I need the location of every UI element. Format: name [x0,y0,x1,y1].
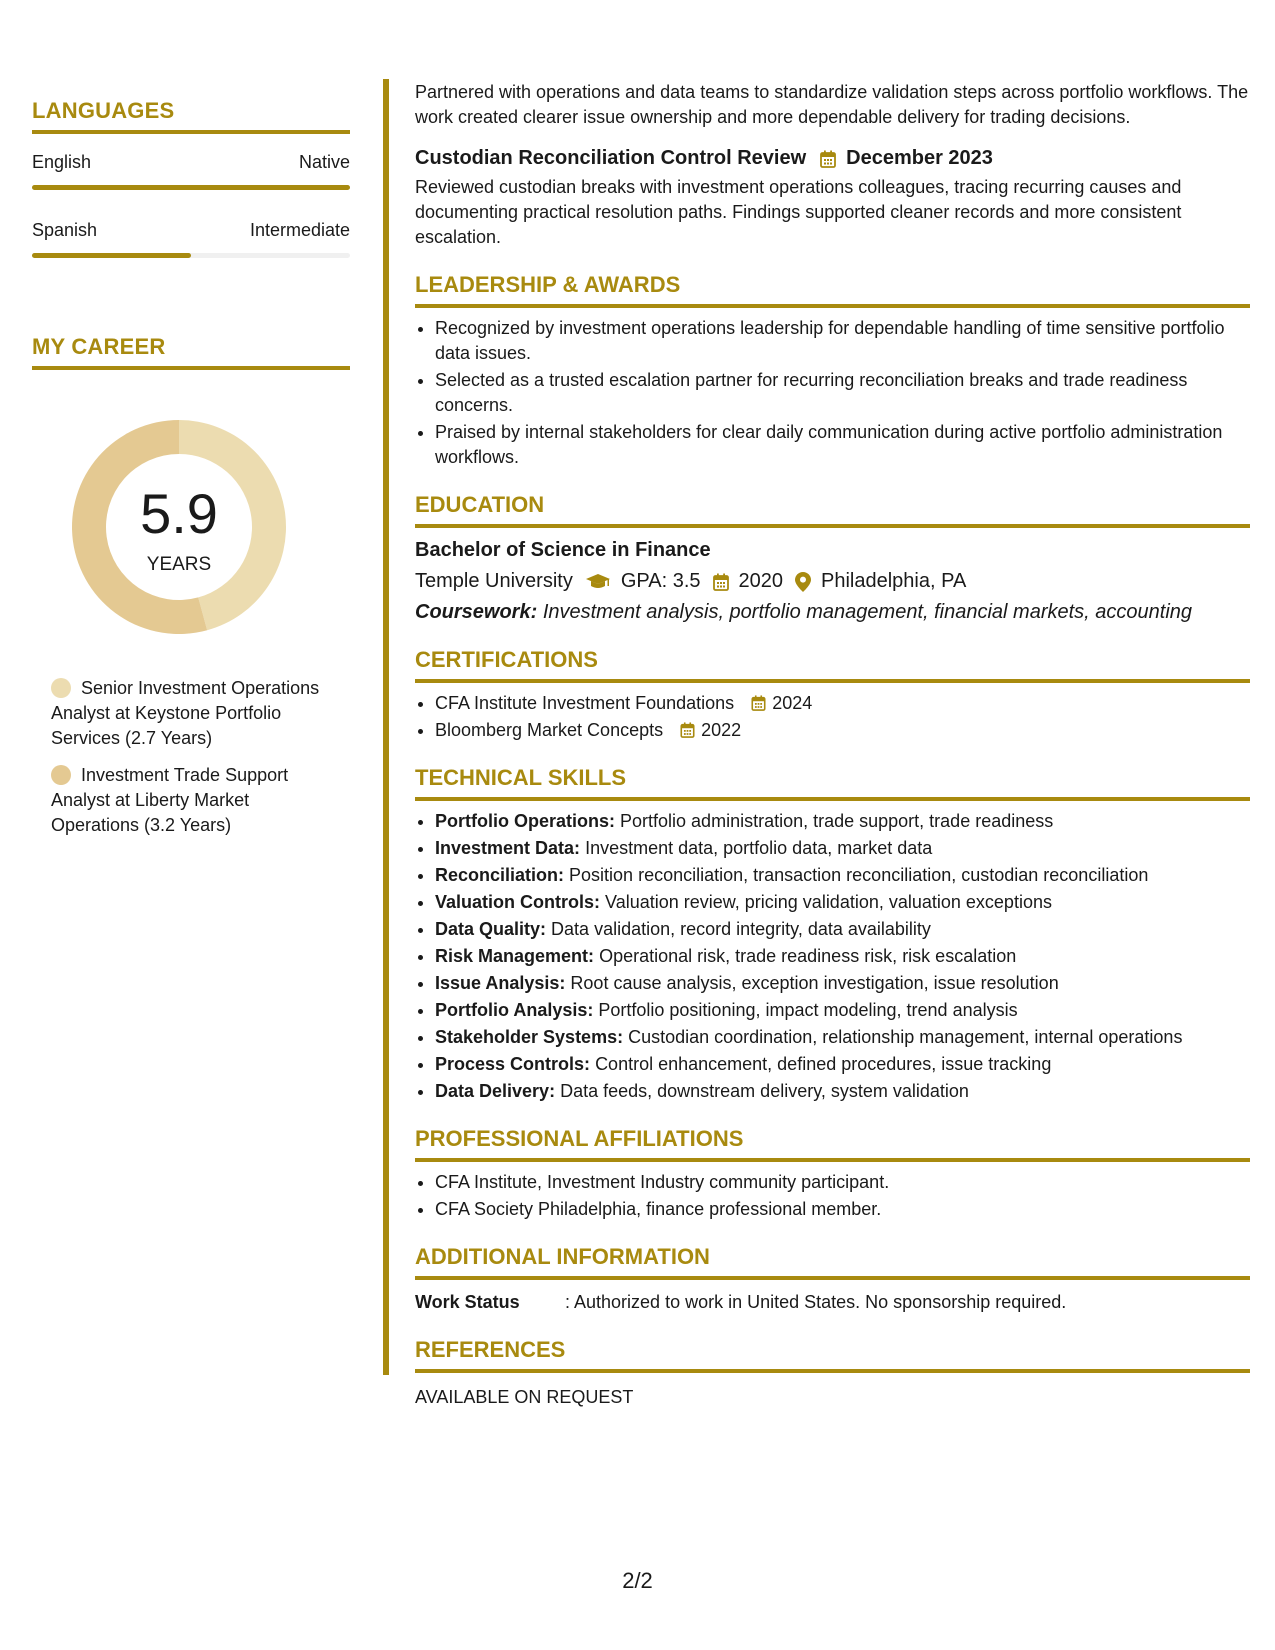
skill-category: Data Delivery: [435,1081,556,1101]
project-heading [415,146,1250,171]
list-item: • CFA Institute, Investment Industry community participant. [435,1170,1250,1195]
work-status-row [415,1290,1250,1315]
skill-category: Portfolio Analysis: [435,1000,594,1020]
certification-item [435,718,1250,743]
skill-category: Issue Analysis: [435,973,566,993]
career-legend [32,676,350,838]
languages-title: LANGUAGES [32,98,350,134]
calendar-icon [751,695,766,711]
graduation-cap-icon [585,573,611,591]
career-donut-chart [66,414,292,640]
skill-item [435,809,1250,834]
coursework [415,600,1250,625]
certification-name: Bloomberg Market Concepts [435,720,664,740]
experience-intro: Partnered with operations and data teams to standardize validation steps across portfolio workflows. The work created clearer issue ownership and more dependable delivery for trading decisions. [415,82,1249,127]
leadership-title: LEADERSHIP & AWARDS [415,272,1250,308]
right-column [415,80,1250,1410]
skill-item [435,944,1250,969]
location-pin-icon [795,572,811,592]
skills-section [415,765,1250,1104]
additional-info-title: ADDITIONAL INFORMATION [415,1244,1250,1280]
language-bar [32,253,350,258]
list-item: • Praised by internal stakeholders for clear daily communication during active portfolio administration workflows. [435,420,1250,470]
education-section [415,492,1250,625]
skill-item [435,971,1250,996]
skill-values: Position reconciliation, transaction reconciliation, custodian reconciliation [569,865,1149,885]
legend-dot [51,765,71,785]
certification-item [435,691,1250,716]
language-name: Spanish [32,220,98,240]
skill-category: Risk Management: [435,946,595,966]
language-level: Native [298,152,350,172]
leadership-list [415,316,1250,470]
skill-item [435,917,1250,942]
project-description: Reviewed custodian breaks with investment operations colleagues, tracing recurring causes and documenting practical resolution paths. Findings supported cleaner records and more consistent escalation. [415,177,1182,247]
affiliations-title: PROFESSIONAL AFFILIATIONS [415,1126,1250,1162]
career-title: MY CAREER [32,334,350,370]
certification-year: 2024 [772,693,813,713]
references-section [415,1337,1250,1410]
skill-values: Portfolio administration, trade support, trade readiness [620,811,1054,831]
skill-item [435,1052,1250,1077]
legend-item [51,763,321,838]
skill-category: Investment Data: [435,838,581,858]
skill-item [435,890,1250,915]
legend-dot [51,678,71,698]
legend-label: Senior Investment Operations Analyst at Keystone Portfolio Services (2.7 Years) [51,678,320,748]
project-title: Custodian Reconciliation Control Review [415,147,807,169]
calendar-icon [820,150,836,168]
work-status-label: Work Status [415,1292,520,1312]
skill-values: Control enhancement, defined procedures, issue tracking [595,1054,1052,1074]
language-item-spanish [32,220,350,258]
skill-values: Investment data, portfolio data, market data [585,838,933,858]
language-item-english [32,152,350,190]
education-title: EDUCATION [415,492,1250,528]
skill-item [435,1025,1250,1050]
skill-category: Data Quality: [435,919,547,939]
skill-item [435,863,1250,888]
work-status-value: : Authorized to work in United States. No sponsorship required. [565,1292,1067,1312]
gpa: GPA: 3.5 [620,570,701,592]
coursework-label: Coursework: [415,601,538,623]
legend-label: Investment Trade Support Analyst at Liberty Market Operations (3.2 Years) [51,765,289,835]
skills-list [415,809,1250,1104]
skill-category: Portfolio Operations: [435,811,615,831]
list-item: • Recognized by investment operations leadership for dependable handling of time sensitive portfolio data issues. [435,316,1250,366]
skill-item [435,998,1250,1023]
skill-category: Stakeholder Systems: [435,1027,624,1047]
list-item: • CFA Society Philadelphia, finance professional member. [435,1197,1250,1222]
skill-item [435,1079,1250,1104]
skill-item [435,836,1250,861]
language-bar-fill [32,253,191,258]
leadership-section [415,272,1250,470]
skill-values: Portfolio positioning, impact modeling, trend analysis [598,1000,1018,1020]
certification-name: CFA Institute Investment Foundations [435,693,735,713]
legend-item [51,676,321,751]
references-title: REFERENCES [415,1337,1250,1373]
skill-values: Root cause analysis, exception investigation, issue resolution [570,973,1059,993]
page-number: 2/2 [622,1568,653,1593]
calendar-icon [680,722,695,738]
certifications-list [415,691,1250,743]
skill-values: Valuation review, pricing validation, valuation exceptions [605,892,1052,912]
skill-values: Operational risk, trade readiness risk, risk escalation [599,946,1017,966]
school-location: Philadelphia, PA [821,570,967,592]
certification-year: 2022 [701,720,742,740]
affiliations-section [415,1126,1250,1222]
language-bar-fill [32,185,350,190]
certifications-section [415,647,1250,743]
skill-category: Valuation Controls: [435,892,601,912]
career-total: 5.9 [140,482,218,545]
left-column [32,98,350,850]
calendar-icon [713,573,729,591]
certifications-title: CERTIFICATIONS [415,647,1250,683]
skill-values: Custodian coordination, relationship management, internal operations [628,1027,1183,1047]
affiliations-list [415,1170,1250,1222]
column-divider [383,79,389,1375]
skill-category: Process Controls: [435,1054,591,1074]
language-level: Intermediate [249,220,350,240]
career-unit: YEARS [146,554,212,575]
school-name: Temple University [415,570,573,592]
project-date: December 2023 [846,147,993,169]
coursework-text: Investment analysis, portfolio management, financial markets, accounting [542,601,1193,623]
skill-values: Data validation, record integrity, data availability [551,919,931,939]
graduation-year: 2020 [738,570,783,592]
degree: Bachelor of Science in Finance [415,539,711,561]
references-text: AVAILABLE ON REQUEST [415,1387,634,1407]
career-section [32,334,350,838]
skills-title: TECHNICAL SKILLS [415,765,1250,801]
language-bar [32,185,350,190]
education-details [415,569,1250,594]
list-item: • Selected as a trusted escalation partner for recurring reconciliation breaks and trade readiness concerns. [435,368,1250,418]
skill-values: Data feeds, downstream delivery, system validation [560,1081,969,1101]
additional-info-section [415,1244,1250,1315]
skill-category: Reconciliation: [435,865,565,885]
language-name: English [32,152,92,172]
